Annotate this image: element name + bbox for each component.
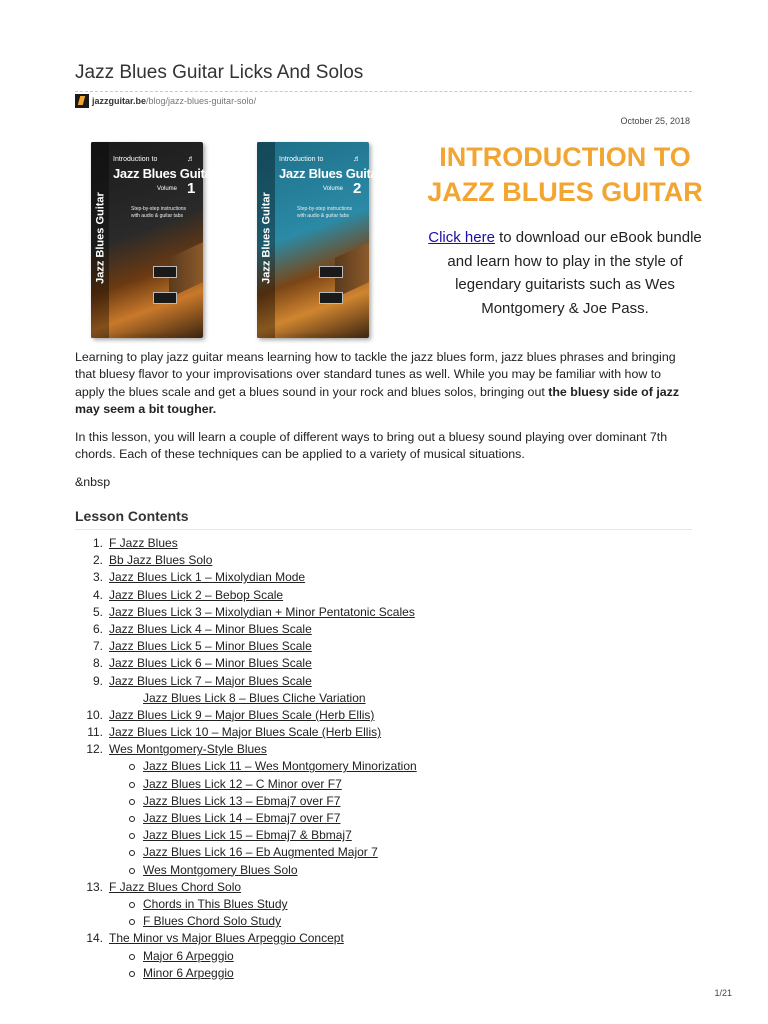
intro-paragraph-1-emphasis: the bluesy side of jazz may seem a bit tougher. (75, 384, 680, 417)
promo-headline-line-1: INTRODUCTION TO (439, 142, 691, 172)
bullet-icon (129, 816, 135, 822)
book-volume-number: 1 (187, 180, 196, 197)
toc-link[interactable]: Wes Montgomery Blues Solo (143, 862, 298, 877)
toc-item-number: 11. (87, 725, 103, 740)
toc-subitem (75, 758, 695, 775)
toc-item (75, 638, 695, 655)
promo-text (415, 226, 715, 320)
toc-item-number: 3. (92, 570, 103, 585)
bullet-icon (129, 833, 135, 839)
toc-link[interactable]: Chords in This Blues Study (143, 896, 288, 911)
guitar-pickup-graphic (319, 266, 343, 278)
page-title: Jazz Blues Guitar Licks And Solos (75, 62, 364, 83)
bullet-icon (129, 782, 135, 788)
site-favicon-icon (75, 94, 89, 108)
ebook-cover-volume-2[interactable] (257, 142, 383, 338)
book-description: Step-by-step instructions with audio & guitar tabs (131, 206, 187, 219)
toc-subitem (75, 862, 695, 879)
speaker-icon: ♬ (187, 154, 195, 163)
toc-item (75, 621, 695, 638)
toc-item-number: 5. (92, 604, 103, 619)
toc-item (75, 724, 695, 741)
intro-paragraph-1-text: Learning to play jazz guitar means learning how to tackle the jazz blues form, jazz blues phrases and bringing that bluesy flavor to your improvisations over standard tunes as well. While you may be familiar with how to apply the blues scale and get a blues sound in your rock and blues solos, bringing out (75, 350, 676, 399)
toc-link[interactable]: The Minor vs Major Blues Arpeggio Concept (109, 931, 344, 946)
book-title: Jazz Blues Guitar (113, 166, 217, 181)
toc-link[interactable]: Jazz Blues Lick 4 – Minor Blues Scale (109, 621, 312, 636)
book-shadow (91, 332, 203, 340)
toc-item (75, 707, 695, 724)
toc-subitem (75, 776, 695, 793)
promo-headline-line-2: JAZZ BLUES GUITAR (427, 177, 703, 207)
toc-item-number: 9. (92, 673, 103, 688)
book-description: Step-by-step instructions with audio & guitar tabs (297, 206, 353, 219)
toc-item (75, 604, 695, 621)
book-volume-label: Volume (157, 186, 178, 192)
toc-item-number: 10. (86, 707, 103, 722)
guitar-pickup-graphic (153, 292, 177, 304)
toc-link[interactable]: Jazz Blues Lick 13 – Ebmaj7 over F7 (143, 793, 341, 808)
toc-subitem (75, 965, 695, 982)
lesson-contents-list (75, 535, 695, 982)
intro-paragraph-1 (75, 349, 691, 419)
source-path[interactable]: /blog/jazz-blues-guitar-solo/ (146, 96, 257, 106)
toc-item (75, 673, 695, 690)
toc-item (75, 930, 695, 947)
book-subtitle: Introduction to (279, 156, 324, 163)
intro-paragraph-2: In this lesson, you will learn a couple of different ways to bring out a bluesy sound playing over dominant 7th chords. Each of these techniques can be applied to a variety of musical situations. (75, 430, 668, 462)
intro-paragraph-3: &nbsp (75, 475, 111, 489)
toc-link[interactable]: Jazz Blues Lick 2 – Bebop Scale (109, 587, 284, 602)
toc-link[interactable]: Jazz Blues Lick 1 – Mixolydian Mode (109, 570, 306, 585)
toc-subitem (75, 913, 695, 930)
promo-description: to download our eBook bundle and learn how to play in the style of legendary guitarists such as Wes Montgomery & Joe Pass. (447, 229, 702, 317)
toc-link[interactable]: Wes Montgomery-Style Blues (109, 742, 267, 757)
toc-item (75, 879, 695, 896)
toc-link[interactable]: Jazz Blues Lick 3 – Mixolydian + Minor Pentatonic Scales (109, 604, 415, 619)
toc-subitem (75, 844, 695, 861)
toc-item (75, 535, 695, 552)
toc-subitem (75, 810, 695, 827)
bullet-icon (129, 954, 135, 960)
toc-link[interactable]: Jazz Blues Lick 11 – Wes Montgomery Minorization (143, 759, 417, 774)
toc-link[interactable]: Jazz Blues Lick 12 – C Minor over F7 (143, 776, 342, 791)
book-volume-label: Volume (323, 186, 344, 192)
book-subtitle: Introduction to (113, 156, 158, 163)
toc-item-number: 6. (92, 621, 103, 636)
toc-item (75, 587, 695, 604)
toc-item (75, 655, 695, 672)
bullet-icon (129, 850, 135, 856)
toc-item-number: 13. (86, 879, 103, 894)
page-number: 1/21 (714, 988, 732, 998)
toc-item-number: 14. (86, 931, 103, 946)
toc-link[interactable]: Bb Jazz Blues Solo (109, 553, 213, 568)
header-divider (75, 91, 692, 92)
publish-date: October 25, 2018 (620, 116, 690, 126)
toc-link[interactable]: Major 6 Arpeggio (143, 948, 234, 963)
toc-subitem (75, 896, 695, 913)
toc-link[interactable]: Jazz Blues Lick 16 – Eb Augmented Major 7 (143, 845, 378, 860)
bullet-icon (129, 971, 135, 977)
bullet-icon (129, 868, 135, 874)
guitar-pickup-graphic (319, 292, 343, 304)
book-shadow (257, 332, 369, 340)
ebook-cover-volume-1[interactable] (91, 142, 217, 338)
toc-link[interactable]: Jazz Blues Lick 9 – Major Blues Scale (Herb Ellis) (109, 707, 375, 722)
book-title: Jazz Blues Guitar (279, 166, 383, 181)
toc-link[interactable]: F Blues Chord Solo Study (143, 914, 282, 929)
toc-item-number: 12. (86, 742, 103, 757)
ebook-banner[interactable] (75, 136, 715, 342)
toc-link[interactable]: Jazz Blues Lick 5 – Minor Blues Scale (109, 639, 312, 654)
toc-subitem (75, 690, 695, 707)
book-volume-number: 2 (353, 180, 362, 197)
toc-item (75, 569, 695, 586)
section-divider (75, 529, 692, 530)
toc-item-number: 1. (92, 536, 103, 550)
guitar-pickup-graphic (153, 266, 177, 278)
toc-item-number: 7. (92, 639, 103, 654)
download-link[interactable]: Click here (428, 229, 495, 246)
book-spine-title: Jazz Blues Guitar (94, 192, 107, 284)
toc-link[interactable]: Jazz Blues Lick 7 – Major Blues Scale (109, 673, 312, 688)
toc-link[interactable]: Minor 6 Arpeggio (143, 965, 234, 980)
toc-item (75, 741, 695, 758)
source-line (75, 94, 256, 108)
bullet-icon (129, 919, 135, 925)
bullet-icon (129, 799, 135, 805)
toc-subitem (75, 948, 695, 965)
toc-link[interactable]: Jazz Blues Lick 10 – Major Blues Scale (Herb Ellis) (109, 725, 382, 740)
bullet-icon (129, 902, 135, 908)
toc-item-number: 8. (92, 656, 103, 671)
lesson-contents-heading: Lesson Contents (75, 508, 189, 524)
source-domain[interactable]: jazzguitar.be (92, 96, 147, 106)
bullet-icon (129, 764, 135, 770)
toc-item-number: 2. (92, 553, 103, 568)
speaker-icon: ♬ (353, 154, 361, 163)
toc-link[interactable]: Jazz Blues Lick 14 – Ebmaj7 over F7 (143, 811, 341, 825)
promo-headline (415, 140, 715, 210)
toc-item (75, 552, 695, 569)
toc-link[interactable]: Jazz Blues Lick 15 – Ebmaj7 & Bbmaj7 (143, 828, 352, 843)
book-spine-title: Jazz Blues Guitar (260, 192, 273, 284)
toc-link[interactable]: Jazz Blues Lick 8 – Blues Cliche Variation (143, 690, 366, 705)
toc-link[interactable]: F Jazz Blues (109, 536, 178, 550)
toc-subitem (75, 827, 695, 844)
toc-link[interactable]: F Jazz Blues Chord Solo (109, 879, 242, 894)
toc-subitem (75, 793, 695, 810)
toc-link[interactable]: Jazz Blues Lick 6 – Minor Blues Scale (109, 656, 312, 671)
toc-item-number: 4. (92, 587, 103, 602)
